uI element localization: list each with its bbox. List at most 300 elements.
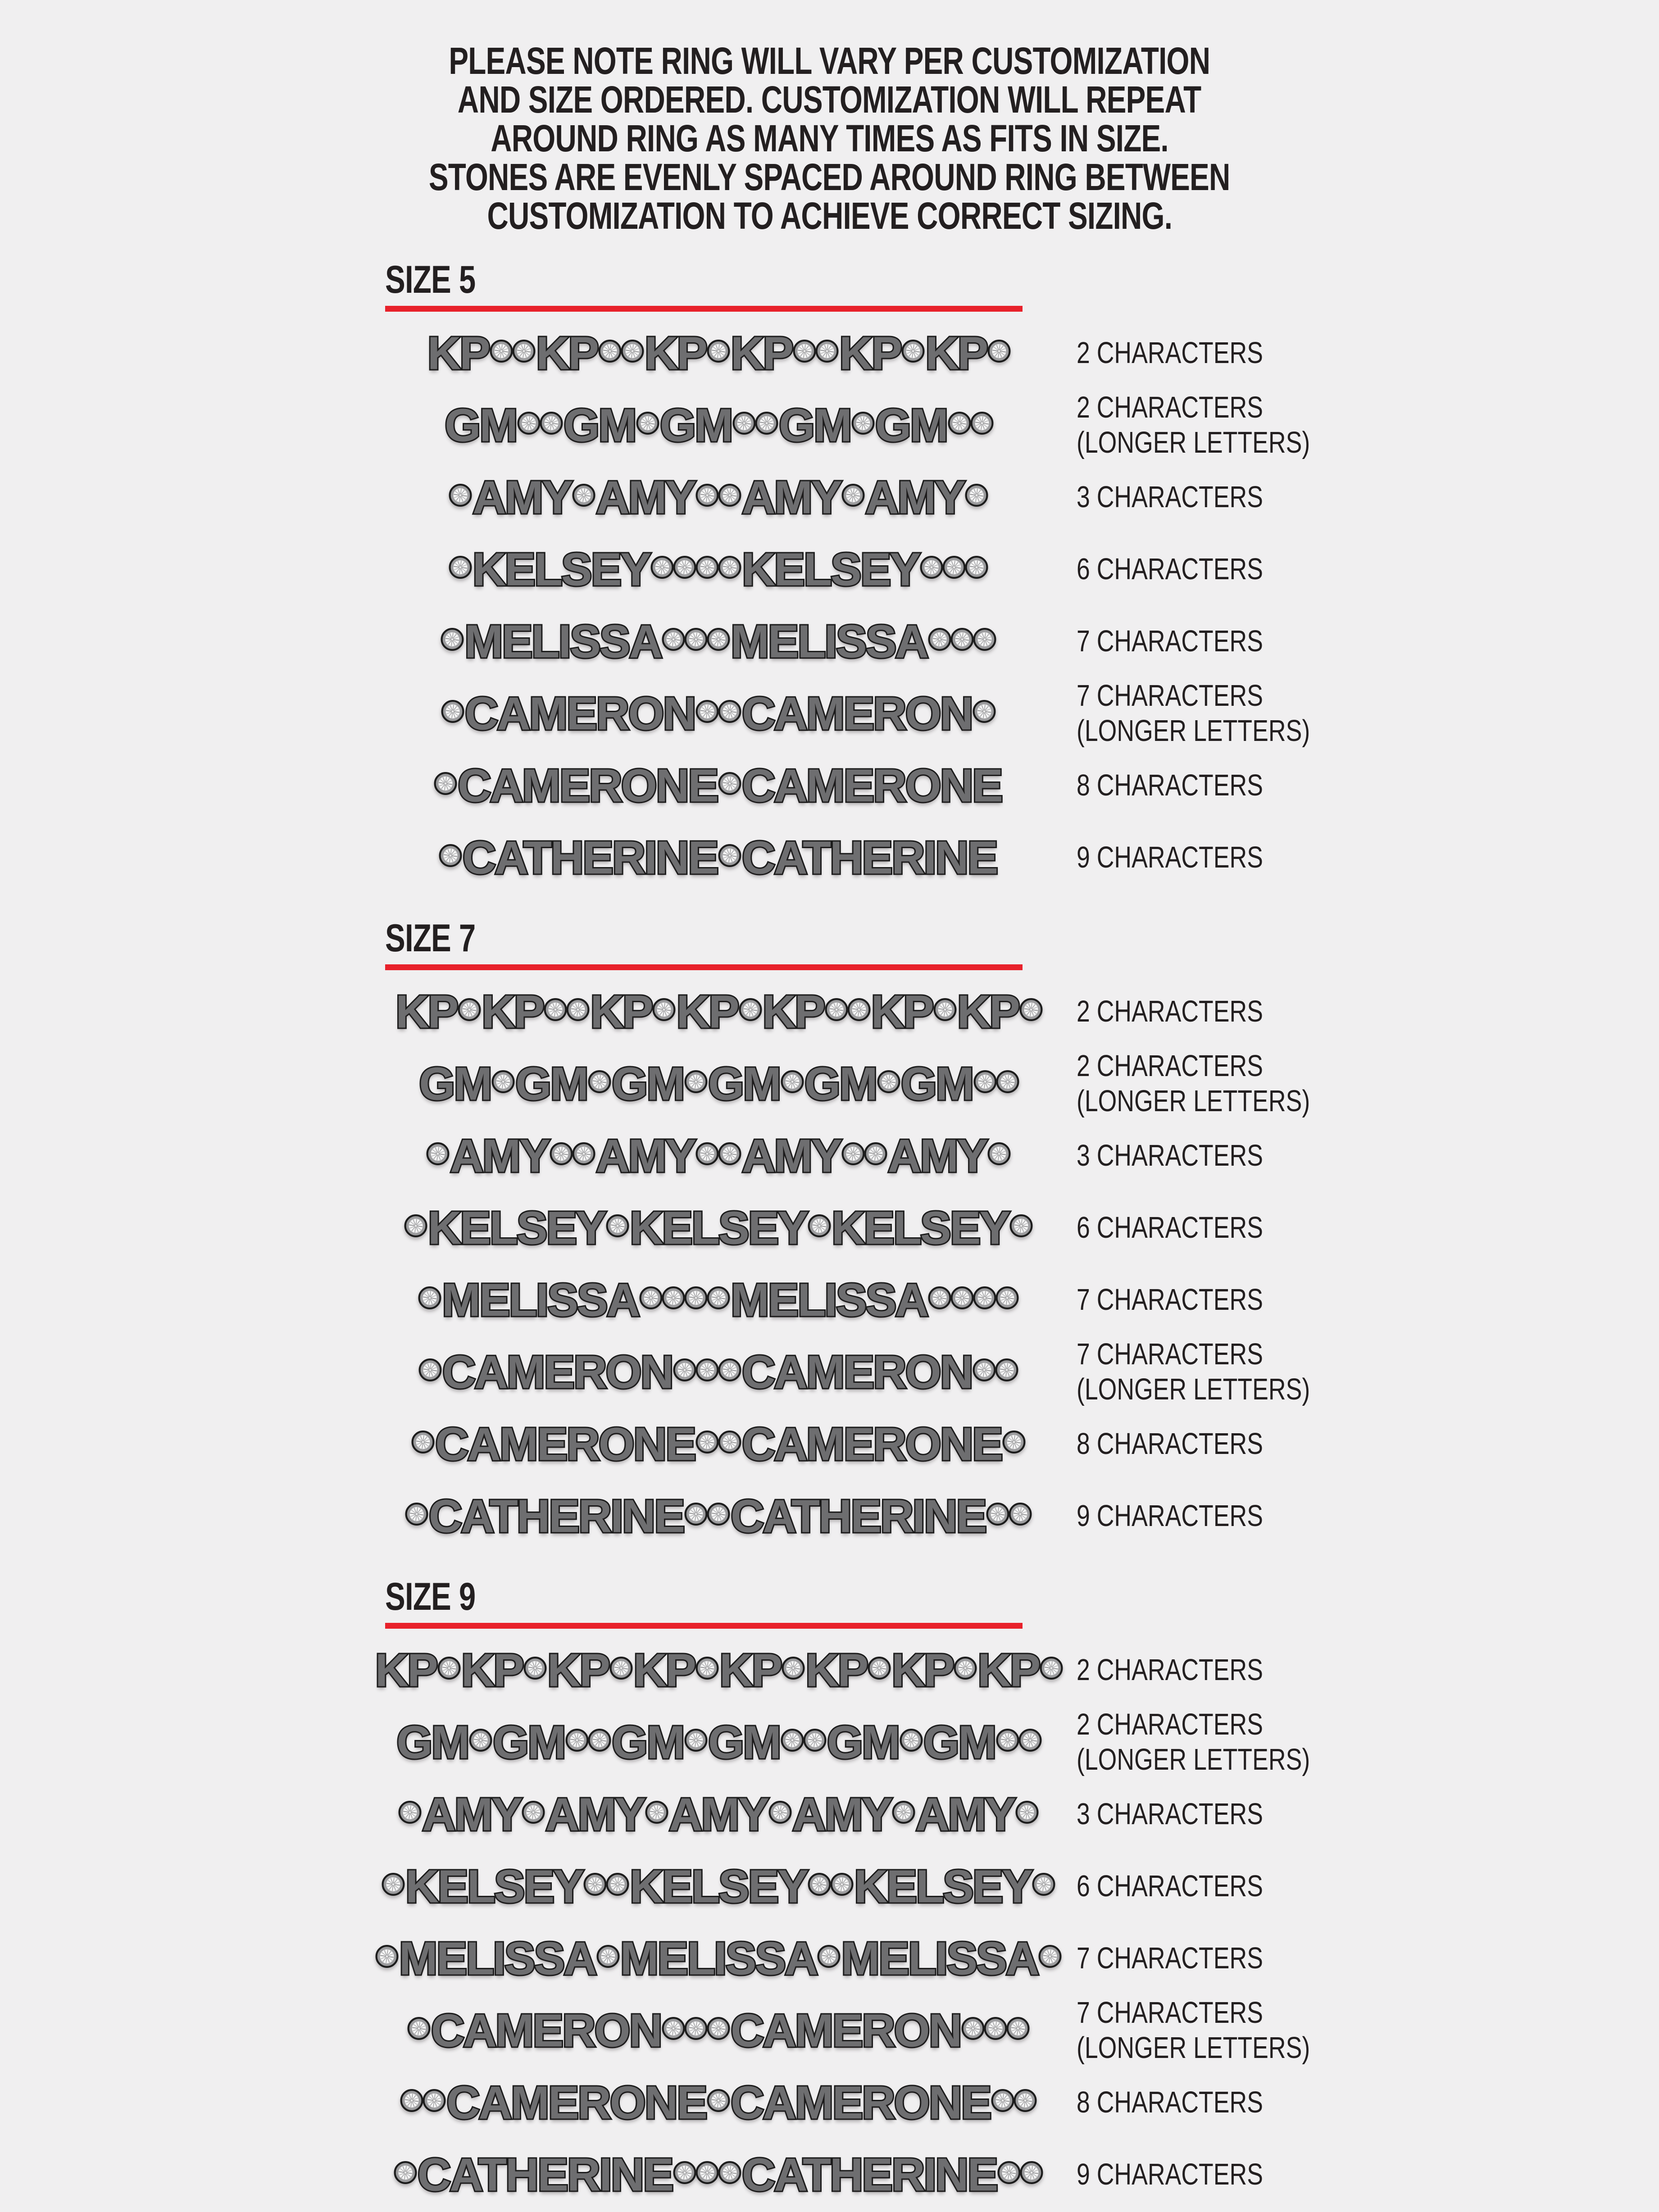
ring-row [0,677,1659,749]
stone-icon [928,1286,951,1309]
stone-icon [718,1358,741,1381]
stone-icon [847,998,871,1021]
character-count-label-line [1077,480,1309,515]
ring-preview [385,1418,1052,1470]
ring-letters: GM [900,1058,973,1110]
stone-icon [817,1944,841,1968]
character-count-label-text: 2 CHARACTERS [1077,1049,1263,1083]
stone-icon [588,1070,611,1093]
ring-letters: MELISSA [841,1932,1038,1985]
stone-icon [404,1214,427,1237]
ring-letters: KELSEY [629,1860,808,1912]
stone-icon [987,339,1011,363]
stone-icon [732,411,756,435]
ring-row [0,1120,1659,1192]
ring-letters: KELSEY [832,1202,1009,1254]
stone-icon [673,1358,696,1381]
stone-icon [550,1142,573,1165]
ring-rows [0,1634,1659,2211]
character-count-label-text: (LONGER LETTERS) [1077,1743,1310,1776]
stone-icon [973,699,996,723]
stone-icon [437,1656,461,1680]
stone-icon [718,555,741,579]
ring-letters: GM [396,1716,469,1768]
stone-icon [984,2017,1007,2040]
character-count-label [1077,2085,1309,2120]
ring-letters: CATHERINE [462,831,718,884]
stone-icon [491,1070,515,1093]
stone-icon [695,483,719,507]
ring-row [0,1778,1659,1850]
stone-icon [973,627,996,651]
character-count-label-line [1077,1084,1368,1119]
ring-preview [385,327,1052,379]
stone-icon [650,555,674,579]
ring-letters: MELISSA [620,1932,817,1985]
ring-letters: KP [871,986,933,1038]
stone-icon [961,2017,985,2040]
character-count-label-line [1077,1797,1309,1832]
stone-icon [970,411,994,435]
stone-icon [652,998,676,1021]
stone-icon [991,2089,1014,2112]
stone-icon [400,2089,423,2112]
stone-icon [609,1656,633,1680]
character-count-label-text: (LONGER LETTERS) [1077,1372,1310,1406]
ring-letters: GM [827,1716,899,1768]
size-section-title-text: SIZE 7 [385,917,476,960]
ring-letters: KP [375,1644,437,1696]
stone-icon [1009,1502,1032,1526]
stone-icon [684,1070,708,1093]
stone-icon [868,1656,891,1680]
stone-icon [418,1358,442,1381]
ring-letters: KELSEY [405,1860,583,1912]
ring-letters: CATHERINE [742,831,997,884]
stone-icon [439,844,462,867]
stone-icon [948,411,971,435]
ring-letters: KP [482,986,544,1038]
ring-letters: CAMERON [464,687,695,740]
character-count-label-text: 9 CHARACTERS [1077,2157,1263,2191]
ring-letters: AMY [742,471,841,523]
character-count-label [1077,1707,1368,1777]
ring-letters: MELISSA [731,1274,927,1326]
character-count-label-line [1077,624,1309,659]
ring-row [0,822,1659,894]
ring-letters: AMY [450,1130,550,1182]
ring-row [0,1706,1659,1778]
stone-icon [954,1656,977,1680]
character-count-label-line [1077,336,1309,371]
ring-letters: KELSEY [472,543,650,595]
character-count-label-line [1077,1138,1309,1173]
stone-icon [965,555,988,579]
stone-icon [405,1502,428,1526]
stone-icon [718,699,741,723]
size-section-title-text: SIZE 5 [385,258,476,301]
stone-icon [973,1358,996,1381]
stone-icon [707,1286,730,1309]
ring-letters: CATHERINE [731,1490,986,1542]
stone-icon [986,1502,1009,1526]
stone-icon [684,1502,708,1526]
character-count-label-text: 9 CHARACTERS [1077,840,1263,874]
ring-preview [385,1860,1052,1912]
stone-icon [1015,1800,1039,1824]
ring-preview [385,1788,1052,1840]
character-count-label-text: 8 CHARACTERS [1077,1427,1263,1461]
character-count-label-text: 3 CHARACTERS [1077,1139,1263,1172]
ring-letters: GM [419,1058,491,1110]
size-divider-line [385,1623,1023,1629]
stone-icon [441,627,464,651]
ring-letters: KP [957,986,1019,1038]
ring-letters: AMY [792,1788,891,1840]
stone-icon [864,1142,887,1165]
stone-icon [718,772,741,795]
ring-letters: AMY [545,1788,645,1840]
stone-icon [901,339,925,363]
ring-letters: CAMERON [731,2004,961,2057]
ring-preview [385,1490,1052,1542]
ring-preview [385,1346,1052,1398]
ring-letters: CAMERONE [742,1418,1002,1470]
character-count-label [1077,1941,1309,1976]
stone-icon [950,627,974,651]
stone-icon [707,2089,730,2112]
notice-text [0,0,1659,235]
character-count-label-line [1077,713,1368,749]
stone-icon [933,998,957,1021]
ring-preview [385,2076,1052,2129]
stone-icon [739,998,762,1021]
ring-letters: AMY [596,1130,695,1182]
stone-icon [606,1872,629,1896]
stone-icon [375,1944,399,1968]
ring-letters: KELSEY [427,1202,605,1254]
stone-icon [673,555,696,579]
stone-icon [996,1070,1019,1093]
ring-row [0,1850,1659,1922]
character-count-label [1077,994,1309,1029]
stone-icon [803,1728,827,1752]
character-count-label [1077,678,1368,749]
stone-icon [398,1800,422,1824]
stone-icon [877,1070,900,1093]
stone-icon [695,2161,719,2184]
character-count-label-line [1077,425,1368,460]
notice-line [0,158,1659,196]
stone-icon [596,1944,620,1968]
ring-row [0,1264,1659,1336]
stone-icon [598,339,622,363]
ring-letters: CAMERON [431,2004,661,2057]
ring-letters: AMY [915,1788,1015,1840]
ring-letters: KP [977,1644,1040,1696]
character-count-label-text: 2 CHARACTERS [1077,391,1263,424]
character-count-label-line [1077,390,1368,425]
ring-letters: CAMERONE [731,2076,991,2129]
stone-icon [892,1800,915,1824]
ring-letters: GM [923,1716,995,1768]
character-count-label [1077,1499,1309,1534]
character-count-label-line [1077,1426,1309,1462]
character-count-label [1077,552,1309,587]
character-count-label [1077,1869,1309,1904]
ring-letters: KP [762,986,824,1038]
ring-preview [385,1202,1052,1254]
character-count-label-line [1077,552,1309,587]
character-count-label [1077,840,1309,875]
character-count-label-text: 7 CHARACTERS [1077,624,1263,658]
character-count-label [1077,1995,1368,2066]
ring-letters: KP [427,327,489,379]
ring-letters: KELSEY [742,543,920,595]
ring-letters: GM [778,399,851,451]
stone-icon [851,411,875,435]
stone-icon [825,998,848,1021]
stone-icon [973,1286,996,1309]
ring-letters: CAMERON [742,1346,973,1398]
stone-icon [793,339,816,363]
stone-icon [987,1142,1011,1165]
stone-icon [572,1142,595,1165]
stone-icon [1002,1430,1026,1453]
stone-icon [673,2161,696,2184]
ring-letters: MELISSA [464,615,661,668]
character-count-label-text: 2 CHARACTERS [1077,995,1263,1028]
ring-rows [0,976,1659,1552]
ring-letters: KELSEY [629,1202,808,1254]
stone-icon [636,411,659,435]
character-count-label [1077,624,1309,659]
ring-row [0,605,1659,677]
ring-letters: AMY [473,471,572,523]
ring-preview [385,1716,1052,1768]
size-sections [0,260,1659,2211]
character-count-label-line [1077,840,1309,875]
stone-icon [950,1286,974,1309]
stone-icon [782,1656,805,1680]
stone-icon [684,2017,708,2040]
ring-letters: KP [805,1644,868,1696]
ring-letters: KP [891,1644,954,1696]
character-count-label [1077,390,1368,460]
stone-icon [695,699,719,723]
size-divider-line [385,306,1023,312]
stone-icon [523,1656,547,1680]
character-count-label-line [1077,1941,1309,1976]
character-count-label [1077,1797,1309,1832]
stone-icon [684,1728,708,1752]
ring-letters: KP [633,1644,695,1696]
ring-row [0,317,1659,389]
stone-icon [695,555,719,579]
character-count-label-line [1077,678,1368,713]
stone-icon [517,411,541,435]
ring-letters: GM [804,1058,877,1110]
notice-line [0,80,1659,119]
stone-icon [662,2017,685,2040]
character-count-label-line [1077,1869,1309,1904]
ring-preview [385,831,1052,884]
ring-row [0,1994,1659,2067]
character-count-label-text: 6 CHARACTERS [1077,552,1263,586]
character-count-label-text: 9 CHARACTERS [1077,1499,1263,1533]
character-count-label-text: (LONGER LETTERS) [1077,714,1310,748]
stone-icon [995,1286,1019,1309]
ring-letters: CAMERONE [435,1418,695,1470]
ring-letters: MELISSA [442,1274,639,1326]
ring-preview [385,1274,1052,1326]
stone-icon [566,998,590,1021]
size-section-title [385,918,1659,958]
stone-icon [407,2017,431,2040]
stone-icon [718,1142,741,1165]
ring-letters: GM [875,399,947,451]
stone-icon [662,627,685,651]
stone-icon [695,1430,719,1453]
character-count-label-text: 6 CHARACTERS [1077,1211,1263,1245]
ring-letters: MELISSA [399,1932,596,1985]
stone-icon [572,483,595,507]
stone-icon [996,1728,1019,1752]
character-count-label [1077,1282,1309,1317]
stone-icon [639,1286,663,1309]
character-count-label-text: 7 CHARACTERS [1077,679,1263,713]
stone-icon [695,1358,719,1381]
ring-letters: AMY [742,1130,841,1182]
ring-row [0,976,1659,1048]
ring-letters: GM [515,1058,588,1110]
notice-line-text: CUSTOMIZATION TO ACHIEVE CORRECT SIZING. [487,195,1172,237]
ring-letters: GM [708,1716,780,1768]
character-count-label-line [1077,994,1309,1029]
size-divider-line [385,964,1023,970]
character-count-label-line [1077,1282,1309,1317]
ring-preview [385,2148,1052,2201]
stone-icon [995,1358,1018,1381]
ring-letters: KP [644,327,706,379]
stone-icon [695,1656,719,1680]
ring-row [0,533,1659,605]
stone-icon [441,699,464,723]
stone-icon [755,411,778,435]
stone-icon [841,1142,865,1165]
ring-preview [385,1130,1052,1182]
stone-icon [973,1070,997,1093]
ring-letters: CAMERON [742,687,973,740]
ring-letters: GM [612,1058,684,1110]
size-section-title-text: SIZE 9 [385,1575,476,1618]
ring-letters: KP [731,327,793,379]
character-count-label-text: 8 CHARACTERS [1077,2085,1263,2119]
character-count-label-line [1077,1742,1368,1777]
ring-row [0,1634,1659,1706]
stone-icon [458,998,481,1021]
stone-icon [781,1728,804,1752]
ring-letters: GM [445,399,517,451]
ring-letters: CAMERONE [458,759,718,812]
notice-line-text: AROUND RING AS MANY TIMES AS FITS IN SIZE. [491,117,1168,159]
ring-letters: KP [676,986,738,1038]
character-count-label-text: 7 CHARACTERS [1077,1283,1263,1317]
character-count-label-text: 6 CHARACTERS [1077,1869,1263,1903]
stone-icon [606,1214,629,1237]
notice-line-text: AND SIZE ORDERED. CUSTOMIZATION WILL REPEAT [458,78,1201,121]
character-count-label [1077,1049,1368,1119]
stone-icon [434,772,457,795]
ring-letters: CATHERINE [417,2148,673,2201]
character-count-label-text: 7 CHARACTERS [1077,1337,1263,1371]
ring-letters: AMY [887,1130,987,1182]
ring-letters: GM [708,1058,780,1110]
ring-letters: AMY [422,1788,522,1840]
stone-icon [718,844,741,867]
stone-icon [544,998,567,1021]
character-count-label-text: 7 CHARACTERS [1077,1941,1263,1975]
character-count-label-line [1077,1210,1309,1245]
character-count-label-text: (LONGER LETTERS) [1077,426,1310,459]
character-count-label-line [1077,1499,1309,1534]
stone-icon [469,1728,492,1752]
ring-row [0,2139,1659,2211]
stone-icon [423,2089,446,2112]
stone-icon [920,555,943,579]
character-count-label-text: 2 CHARACTERS [1077,336,1263,370]
character-count-label-line [1077,2085,1309,2120]
ring-preview [385,1058,1052,1110]
ring-letters: CAMERON [442,1346,673,1398]
stone-icon [707,627,730,651]
stone-icon [512,339,536,363]
ring-row [0,749,1659,822]
ring-letters: AMY [865,471,964,523]
ring-letters: KP [395,986,458,1038]
stone-icon [707,339,730,363]
ring-preview [385,687,1052,740]
stone-icon [1014,2089,1037,2112]
stone-icon [449,555,472,579]
ring-letters: KP [925,327,987,379]
ring-letters: KP [536,327,598,379]
notice-line-text: STONES ARE EVENLY SPACED AROUND RING BETWEEN [429,156,1230,198]
stone-icon [808,1872,831,1896]
ring-letters: MELISSA [731,615,927,668]
ring-preview [385,399,1052,451]
stone-icon [695,1142,719,1165]
size-section-title [385,1577,1659,1617]
stone-icon [1038,1944,1062,1968]
stone-icon [588,1728,611,1752]
character-count-label-line [1077,1049,1368,1084]
stone-icon [1020,2161,1043,2184]
ring-letters: KP [839,327,901,379]
ring-letters: KP [590,986,652,1038]
ring-preview [385,471,1052,523]
stone-icon [382,1872,405,1896]
ring-preview [385,615,1052,668]
ring-row [0,461,1659,533]
notice-line [0,119,1659,158]
stone-icon [1018,1728,1042,1752]
ring-row [0,1048,1659,1120]
stone-icon [418,1286,441,1309]
ring-letters: AMY [596,471,695,523]
ring-letters: KP [461,1644,523,1696]
stone-icon [997,2161,1021,2184]
